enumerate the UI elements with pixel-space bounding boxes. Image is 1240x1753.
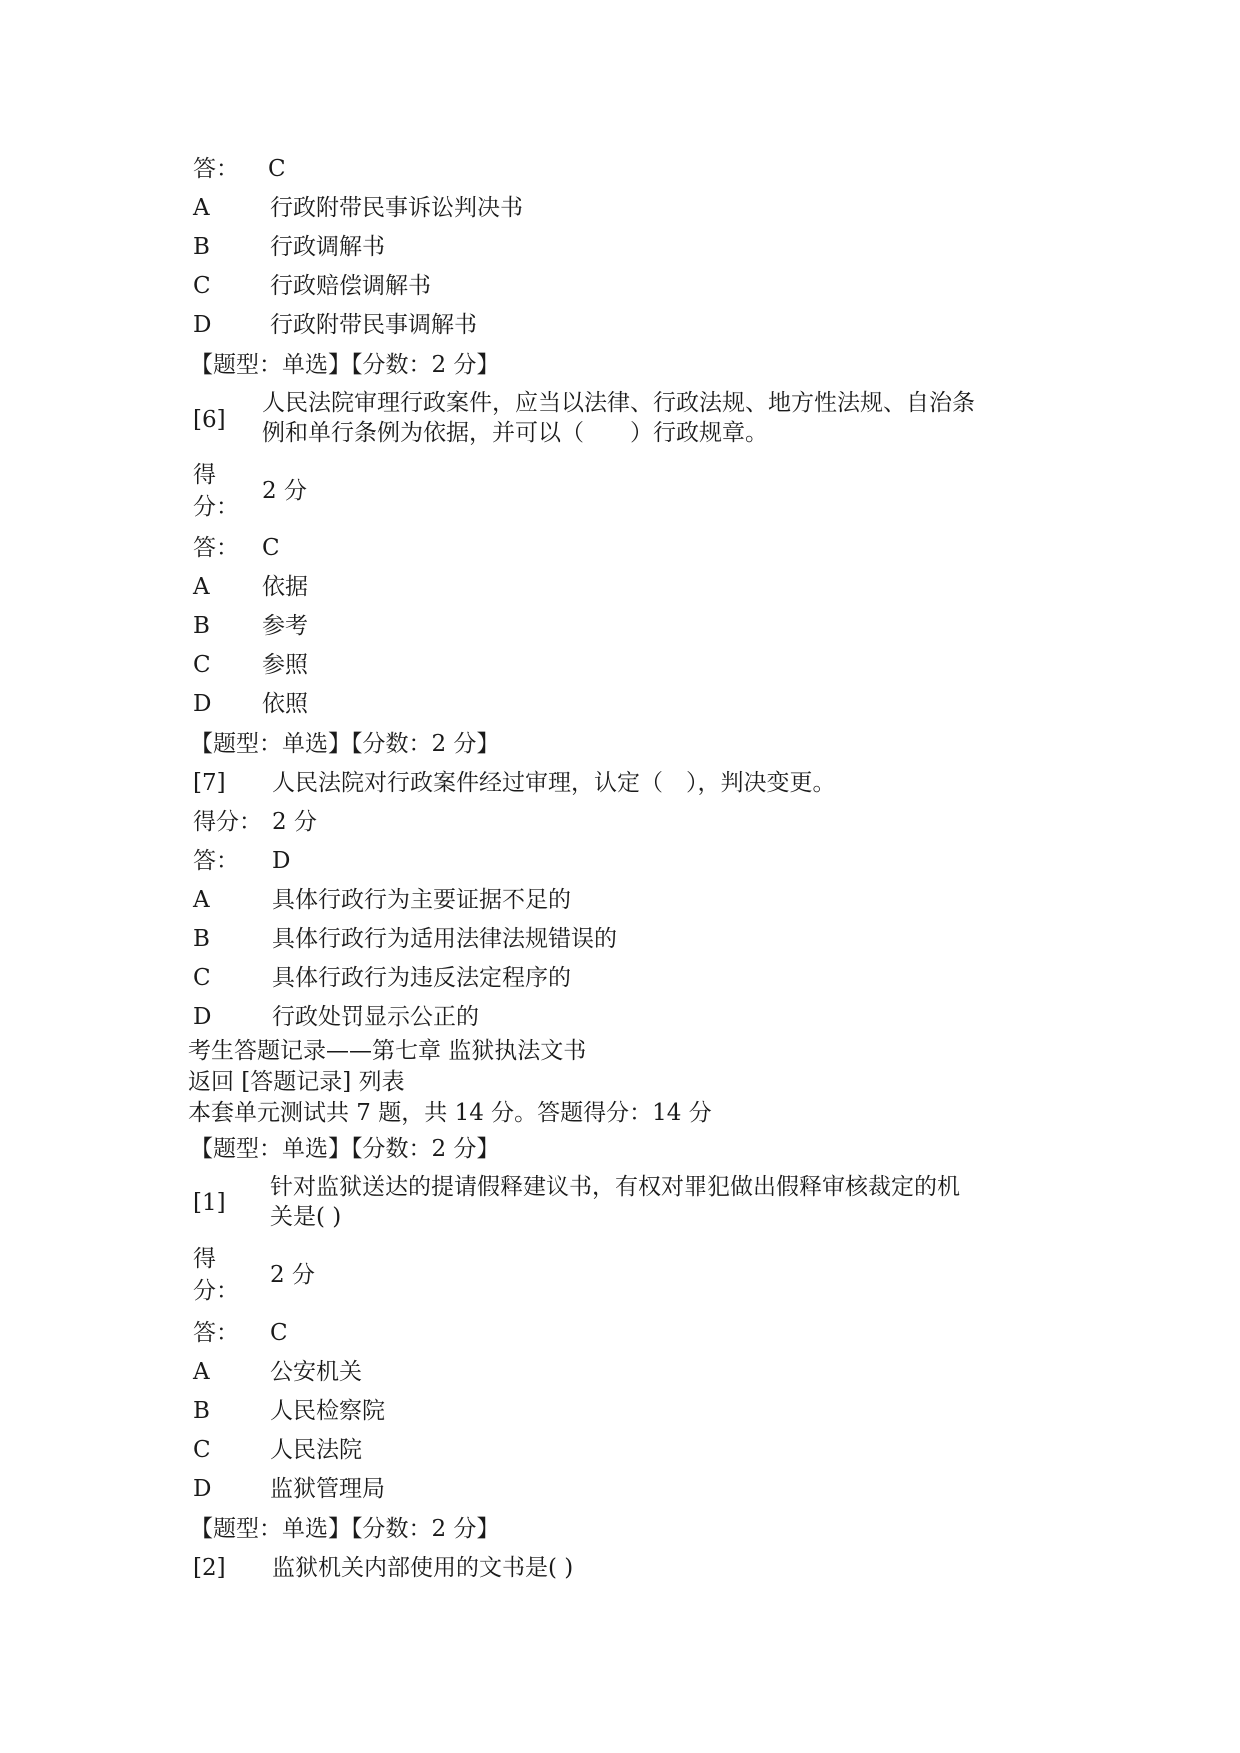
answer-label: 答： — [193, 848, 239, 874]
score-label: 得 — [193, 462, 216, 488]
question-text — [270, 1172, 1090, 1232]
option-text: 行政处罚显示公正的 — [272, 1004, 479, 1030]
option-text: 行政附带民事调解书 — [270, 312, 477, 338]
score-label: 得分： — [193, 809, 262, 835]
answer-value: C — [270, 1320, 288, 1346]
option-key: B — [193, 234, 210, 260]
option-text: 行政赔偿调解书 — [270, 273, 431, 299]
answer-value: C — [268, 156, 286, 182]
question-number: [6] — [193, 407, 226, 433]
question-text-line: 针对监狱送达的提请假释建议书，有权对罪犯做出假释审核裁定的机 — [270, 1174, 960, 1200]
question-text-line: 关是( ) — [270, 1204, 342, 1230]
answer-label: 答： — [193, 1320, 239, 1346]
option-key: A — [193, 887, 210, 913]
option-key: A — [193, 195, 210, 221]
option-key: C — [193, 273, 211, 299]
option-text: 参照 — [262, 652, 308, 678]
option-key: B — [193, 926, 210, 952]
answer-value: D — [272, 848, 291, 874]
option-text: 行政附带民事诉讼判决书 — [270, 195, 523, 221]
question-text: 人民法院对行政案件经过审理，认定（ ），判决变更。 — [272, 770, 836, 796]
option-key: A — [193, 574, 210, 600]
score-label: 得 — [193, 1246, 216, 1272]
option-key: A — [193, 1359, 210, 1385]
option-text: 人民检察院 — [270, 1398, 385, 1424]
score-label: 分： — [193, 494, 239, 520]
option-key: C — [193, 652, 211, 678]
option-text: 参考 — [262, 613, 308, 639]
question-meta: 【题型：单选】【分数：2 分】 — [190, 1516, 500, 1542]
option-text: 依照 — [262, 691, 308, 717]
question-meta: 【题型：单选】【分数：2 分】 — [190, 352, 500, 378]
option-key: C — [193, 965, 211, 991]
option-text: 依据 — [262, 574, 308, 600]
score-value: 2 分 — [270, 1262, 315, 1288]
question-meta: 【题型：单选】【分数：2 分】 — [190, 1136, 500, 1162]
option-text: 行政调解书 — [270, 234, 385, 260]
option-key: D — [193, 1476, 212, 1502]
back-to-records-link[interactable]: 返回 [答题记录] 列表 — [188, 1069, 405, 1095]
question-meta: 【题型：单选】【分数：2 分】 — [190, 731, 500, 757]
option-text: 公安机关 — [270, 1359, 362, 1385]
question-number: [1] — [193, 1190, 226, 1216]
question-text: 监狱机关内部使用的文书是( ) — [272, 1555, 574, 1581]
option-key: B — [193, 613, 210, 639]
question-text-line: 人民法院审理行政案件，应当以法律、行政法规、地方性法规、自治条 — [262, 390, 975, 416]
score-label: 分： — [193, 1278, 239, 1304]
option-text: 具体行政行为适用法律法规错误的 — [272, 926, 617, 952]
score-value: 2 分 — [262, 478, 307, 504]
option-text: 具体行政行为违反法定程序的 — [272, 965, 571, 991]
score-value: 2 分 — [272, 809, 317, 835]
option-key: D — [193, 1004, 212, 1030]
option-key: C — [193, 1437, 211, 1463]
answer-label: 答： — [193, 535, 239, 561]
question-text — [262, 388, 1082, 448]
option-text: 监狱管理局 — [270, 1476, 385, 1502]
option-key: D — [193, 691, 212, 717]
test-summary: 本套单元测试共 7 题，共 14 分。答题得分：14 分 — [188, 1100, 712, 1126]
question-number: [2] — [193, 1555, 226, 1581]
option-text: 具体行政行为主要证据不足的 — [272, 887, 571, 913]
question-number: [7] — [193, 770, 226, 796]
section-title: 考生答题记录——第七章 监狱执法文书 — [188, 1038, 587, 1064]
option-text: 人民法院 — [270, 1437, 362, 1463]
answer-label: 答： — [193, 156, 239, 182]
answer-value: C — [262, 535, 280, 561]
question-text-line: 例和单行条例为依据，并可以（ ）行政规章。 — [262, 420, 768, 446]
option-key: D — [193, 312, 212, 338]
option-key: B — [193, 1398, 210, 1424]
